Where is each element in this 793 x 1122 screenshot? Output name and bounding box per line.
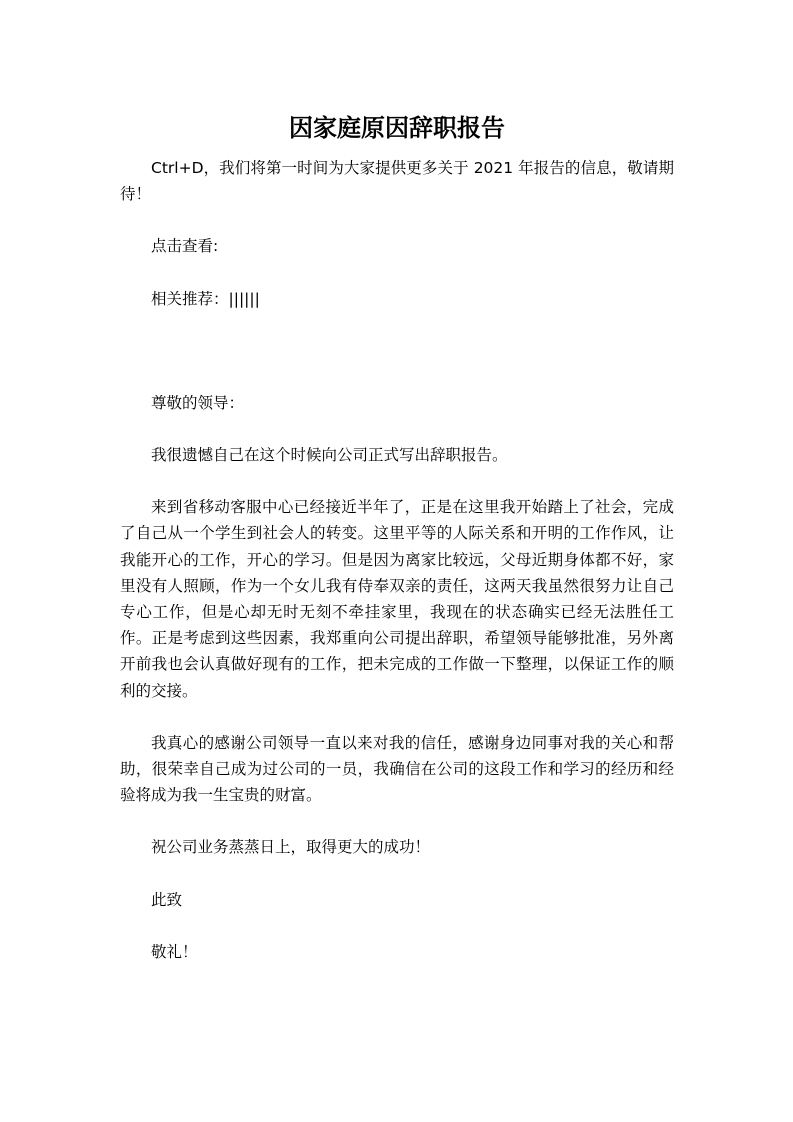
- related-recommendation: 相关推荐：||||||: [151, 289, 260, 308]
- body-paragraph-3: 我真心的感谢公司领导一直以来对我的信任，感谢身边同事对我的关心和帮助，很荣幸自己成为过公司的一员，我确信在公司的这段工作和学习的经历和经验将成为我一生宝贵的财富。: [120, 733, 674, 805]
- closing-line-2: 敬礼！: [151, 942, 198, 961]
- body-paragraph-1: 我很遗憾自己在这个时候向公司正式写出辞职报告。: [151, 446, 508, 465]
- salutation: 尊敬的领导：: [151, 393, 245, 412]
- body-paragraph-4: 祝公司业务蒸蒸日上，取得更大的成功！: [151, 838, 431, 857]
- closing-line-1: 此致: [151, 890, 183, 909]
- document-page: [120, 108, 674, 965]
- intro-paragraph: Ctrl+D，我们将第一时间为大家提供更多关于 2021 年报告的信息，敬请期待！: [120, 159, 674, 204]
- body-paragraph-2: 来到省移动客服中心已经接近半年了，正是在这里我开始踏上了社会，完成了自己从一个学生到社会人的转变。这里平等的人际关系和开明的工作作风，让我能开心的工作，开心的学习。但是因为离家比较远，父母近期身体都不好，家里没有人照顾，作为一个女儿我有侍奉双亲的责任，这两天我虽然很努力让自己专心工作，但是心却无时无刻不牵挂家里，我现在的状态确实已经无法胜任工作。正是考虑到这些因素，我郑重向公司提出辞职，希望领导能够批准，另外离开前我也会认真做好现有的工作，把未完成的工作做一下整理，以保证工作的顺利的交接。: [120, 498, 674, 700]
- document-title: 因家庭原因辞职报告: [289, 114, 505, 142]
- click-view-text: 点击查看:: [151, 237, 219, 256]
